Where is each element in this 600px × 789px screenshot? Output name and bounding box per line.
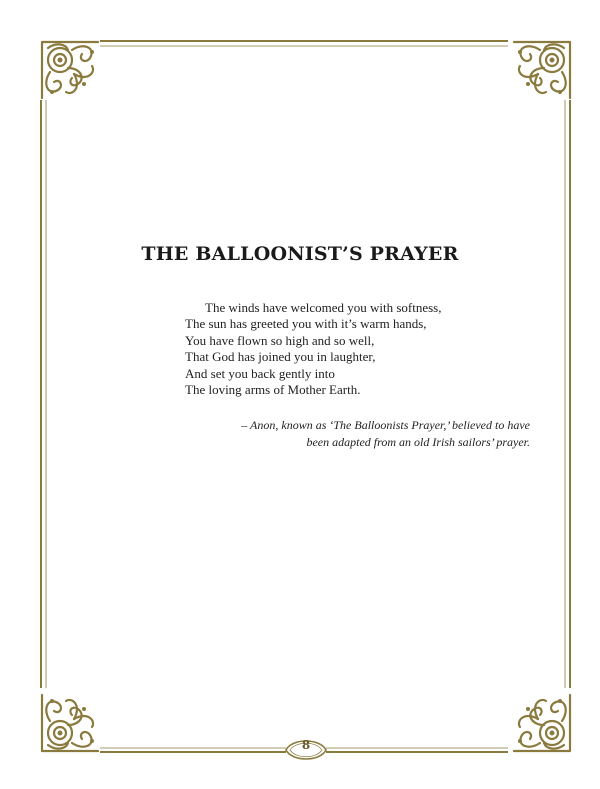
flourish-corner-icon (42, 695, 98, 751)
page-number: 8 (301, 738, 311, 752)
poem-line: You have flown so high and so well, (185, 332, 375, 348)
attribution (230, 417, 530, 450)
flourish-corner-icon (42, 42, 98, 98)
flourish-corner-icon (514, 695, 570, 751)
flourish-corner-icon (514, 42, 570, 98)
poem (185, 300, 525, 398)
poem-line: The loving arms of Mother Earth. (185, 382, 361, 398)
attribution-line: been adapted from an old Irish sailors’ prayer. (306, 434, 530, 449)
poem-line: The sun has greeted you with it’s warm hands, (185, 316, 427, 332)
page-title: THE BALLOONIST’S PRAYER (141, 243, 459, 265)
attribution-line: – Anon, known as ‘The Balloonists Prayer,’ believed to have (241, 418, 530, 432)
poem-line: The winds have welcomed you with softness, (205, 300, 442, 315)
poem-line: And set you back gently into (185, 365, 335, 381)
poem-line: That God has joined you in laughter, (185, 349, 376, 365)
